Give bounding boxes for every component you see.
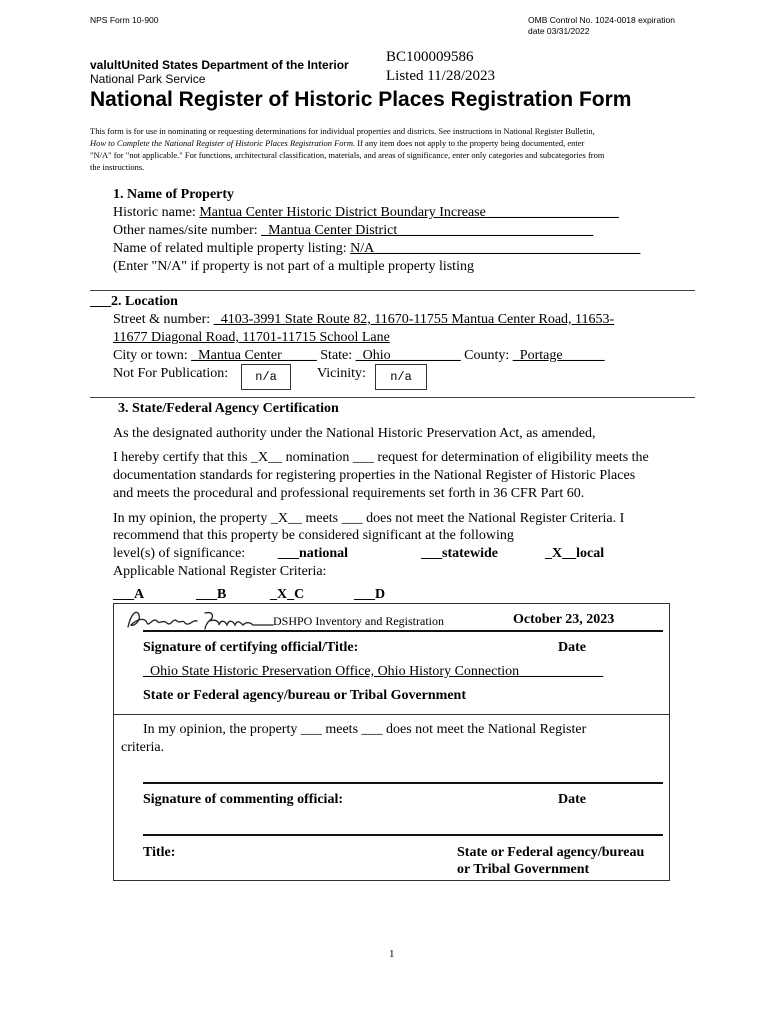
commenting-signature-label: Signature of commenting official: <box>143 792 343 807</box>
level-statewide[interactable]: ___statewide <box>421 546 498 561</box>
intro-line: "N/A" for "not applicable." For functions, architectural classification, materials, and areas of significance, enter only categories and subcategories from <box>90 150 605 160</box>
na-note: (Enter "N/A" if property is not part of a multiple property listing <box>113 259 474 274</box>
section-2-title: 2. Location <box>111 294 178 309</box>
street-value-continued[interactable]: 11677 Diagonal Road, 11701-11715 School Lane <box>113 330 390 345</box>
not-for-publication-field[interactable]: n/a <box>241 364 291 390</box>
box-divider <box>113 714 669 715</box>
intro-paragraph <box>90 125 604 173</box>
street-row <box>113 312 614 328</box>
city-label: City or town: <box>113 348 188 363</box>
certifying-agency-label: State or Federal agency/bureau or Tribal Government <box>143 688 467 703</box>
certification-authority-text: As the designated authority under the National Historic Preservation Act, as amended, <box>113 426 596 441</box>
certifying-office[interactable]: _Ohio State Historic Preservation Office, Ohio History Connection____________ <box>143 664 604 679</box>
page-title: National Register of Historic Places Registration Form <box>90 88 632 111</box>
omb-control-line1: OMB Control No. 1024-0018 expiration <box>528 15 675 25</box>
other-names-row <box>113 223 593 239</box>
not-for-publication-label: Not For Publication: <box>113 366 229 381</box>
criterion-b[interactable]: ___B <box>196 587 227 602</box>
opinion-line: recommend that this property be considered significant at the following <box>113 528 514 543</box>
section-3-heading: 3. State/Federal Agency Certification <box>118 401 339 416</box>
intro-line <box>90 137 604 149</box>
historic-name-value[interactable]: Mantua Center Historic District Boundary Increase___________________ <box>199 205 619 220</box>
historic-name-row <box>113 205 619 221</box>
street-value[interactable]: _4103-3991 State Route 82, 11670-11755 Mantua Center Road, 11653- <box>213 312 615 327</box>
intro-line: This form is for use in nominating or requesting determinations for individual properties and districts. See instructions in National Register Bulletin, <box>90 126 595 136</box>
commenting-signature-line <box>143 782 663 784</box>
commenting-opinion-line: criteria. <box>121 740 165 755</box>
commenting-opinion-line: In my opinion, the property ___ meets ___ does not meet the National Register <box>143 722 587 737</box>
other-names-label: Other names/site number: <box>113 223 258 238</box>
city-state-county-row <box>113 348 605 364</box>
county-label: County: <box>464 348 510 363</box>
bulletin-title: How to Complete the National Register of Historic Places Registration Form. <box>90 138 356 148</box>
city-value[interactable]: _Mantua Center_____ <box>191 348 317 363</box>
omb-control-line2: date 03/31/2022 <box>528 26 590 36</box>
divider <box>90 290 695 291</box>
listed-date: Listed 11/28/2023 <box>386 68 496 84</box>
opinion-line: In my opinion, the property _X__ meets ___ does not meet the National Register Criteria. I <box>113 511 625 526</box>
section-2-heading <box>90 294 178 310</box>
state-label: State: <box>320 348 353 363</box>
county-value[interactable]: _Portage______ <box>512 348 605 363</box>
commenting-agency-label: State or Federal agency/bureau <box>457 845 645 860</box>
street-label: Street & number: <box>113 312 211 327</box>
other-names-value[interactable]: _Mantua Center District____________________________ <box>261 223 594 238</box>
certifying-signature-label: Signature of certifying official/Title: <box>143 640 359 655</box>
level-national[interactable]: ___national <box>278 546 349 561</box>
related-listing-row <box>113 241 640 257</box>
related-listing-value[interactable]: N/A______________________________________ <box>350 241 641 256</box>
section-1-heading: 1. Name of Property <box>113 187 235 202</box>
department-name: valultUnited States Department of the Interior <box>90 58 349 72</box>
certify-line: I hereby certify that this _X__ nomination ___ request for determination of eligibility meets the <box>113 450 649 465</box>
intro-line-rest: If any item does not apply to the property being documented, enter <box>355 138 585 148</box>
criteria-label: Applicable National Register Criteria: <box>113 564 327 579</box>
page-number: 1 <box>389 948 395 960</box>
form-number: NPS Form 10-900 <box>90 15 159 25</box>
commenting-title-label: Title: <box>143 845 176 860</box>
signature-line <box>143 630 663 632</box>
criterion-c[interactable]: _X_C <box>270 587 305 602</box>
certify-line: and meets the procedural and professional requirements set forth in 36 CFR Part 60. <box>113 486 585 501</box>
vicinity-field[interactable]: n/a <box>375 364 427 390</box>
significance-levels-label: level(s) of significance: <box>113 546 246 561</box>
service-name: National Park Service <box>90 72 206 86</box>
certification-date[interactable]: October 23, 2023 <box>513 612 615 627</box>
criterion-d[interactable]: ___D <box>354 587 386 602</box>
certify-line: documentation standards for registering properties in the National Register of Historic Places <box>113 468 636 483</box>
state-value[interactable]: _Ohio__________ <box>355 348 461 363</box>
related-listing-label: Name of related multiple property listing: <box>113 241 347 256</box>
criterion-a[interactable]: ___A <box>113 587 145 602</box>
reference-number: BC100009586 <box>386 49 474 65</box>
vicinity-label: Vicinity: <box>317 366 366 381</box>
certifying-date-label: Date <box>558 640 586 655</box>
commenting-agency-label: or Tribal Government <box>457 862 590 877</box>
section-2-prefix: ___ <box>90 294 111 309</box>
signer-title: DSHPO Inventory and Registration <box>273 614 444 628</box>
divider <box>90 397 695 398</box>
level-local[interactable]: _X__local <box>545 546 605 561</box>
commenting-date-label: Date <box>558 792 586 807</box>
intro-line: the instructions. <box>90 162 145 172</box>
title-line <box>143 834 663 836</box>
historic-name-label: Historic name: <box>113 205 196 220</box>
